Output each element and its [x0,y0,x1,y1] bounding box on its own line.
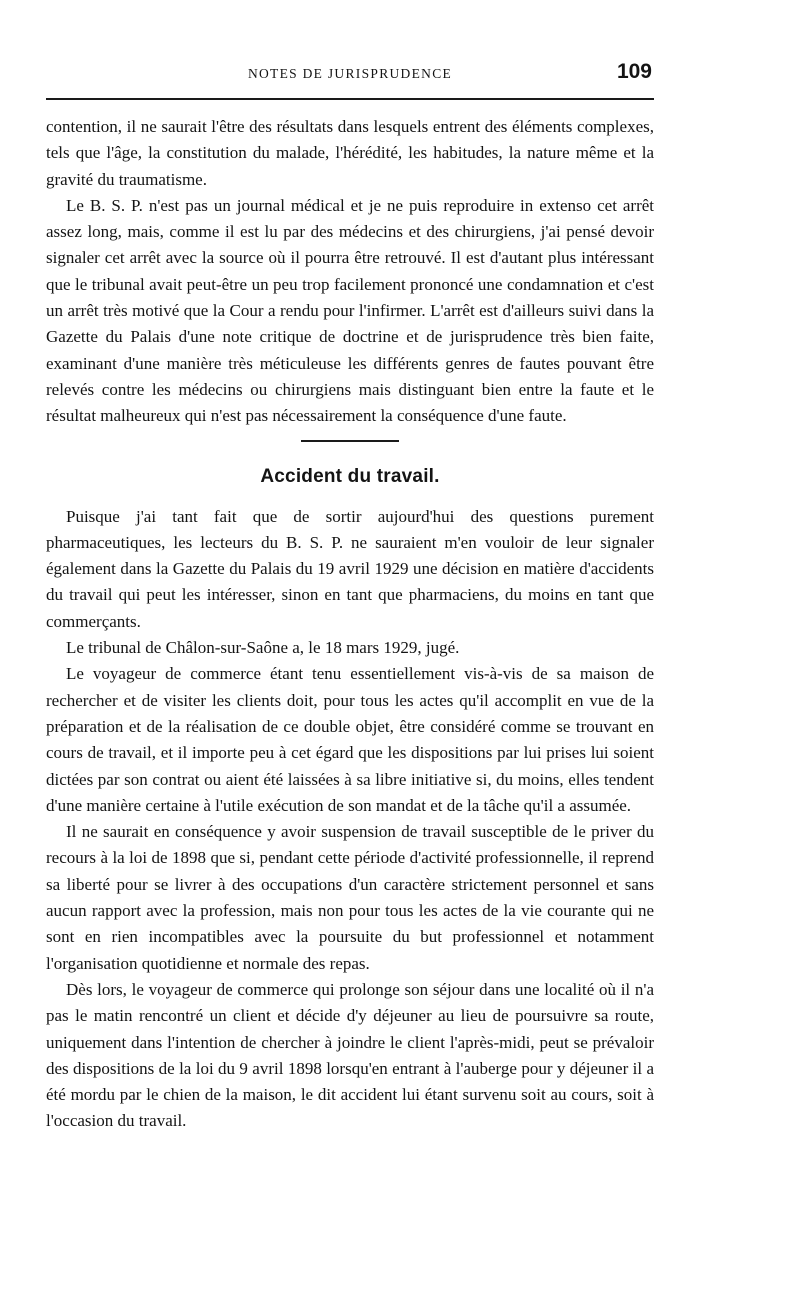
paragraph-suspension: Il ne saurait en conséquence y avoir suspension de travail susceptible de le priver du recours à la loi de 1898 que si, pendant cette période d'activité professionnelle, il reprend sa liberté pour se livrer à des occupations d'un caractère strictement personnel et sans aucun rapport avec la profession, mais non pour tous les actes de la vie courante qui ne sont en rien incompatibles avec la poursuite du but professionnel et notamment l'organisation quotidienne et normale des repas. [46,822,654,973]
paragraph-conclusion: Dès lors, le voyageur de commerce qui prolonge son séjour dans une localité où il n'a pas le matin rencontré un client et décide d'y déjeuner au lieu de poursuivre sa route, uniquement dans l'intention de chercher à joindre le client l'après-midi, peut se prévaloir des dispositions de la loi du 9 avril 1898 lorsqu'en entrant à l'auberge pour y déjeuner il a été mordu par le chien de la maison, le dit accident lui étant survenu soit au cours, soit à l'occasion du travail. [46,979,654,1131]
paragraph-intro: Puisque j'ai tant fait que de sortir aujourd'hui des questions purement pharmaceutiques, les lecteurs du B. S. P. ne sauraient m'en vouloir de leur signaler également dans la Gazette du Palais du 19 avril 1929 une décision en matière d'accidents du travail qui peut les intéresser, sinon en tant que pharmaciens, du moins en tant que commerçants. [46,506,654,631]
paragraph-continuation: contention, il ne saurait l'être des résultats dans lesquels entrent des éléments complexes, tels que l'âge, la constitution du malade, l'hérédité, les habitudes, la nature même et la gravité du traumatisme. [46,117,654,189]
running-head [46,58,654,88]
header-rule [46,98,654,100]
section-divider [301,440,399,442]
paragraph-bsp-note: Le B. S. P. n'est pas un journal médical et je ne puis reproduire in extenso cet arrêt assez long, mais, comme il est lu par des médecins et des chirurgiens, j'ai pensé devoir signaler cet arrêt avec la source où il pourra être retrouvé. Il est d'autant plus intéressant que le tribunal avait peut-être un peu trop facilement prononcé une condamnation et c'est un arrêt très motivé que la Cour a rendu pour l'infirmer. L'arrêt est d'ailleurs suivi dans la Gazette du Palais d'une note critique de doctrine et de jurisprudence très bien faite, examinant d'une manière très méticuleuse les différents genres de fautes pouvant être relevés contre les médecins ou chirurgiens mais distinguant bien entre la faute et le résultat malheureux qui n'est pas nécessairement la conséquence d'une faute. [46,195,654,426]
paragraph-tribunal: Le tribunal de Châlon-sur-Saône a, le 18 mars 1929, jugé. [66,638,460,658]
page-number: 109 [616,60,652,83]
book-page [46,58,654,1135]
running-title: NOTES DE JURISPRUDENCE [247,66,453,81]
paragraph-voyageur: Le voyageur de commerce étant tenu essentiellement vis-à-vis de sa maison de rechercher et de visiter les clients doit, pour tous les actes qu'il accomplit en vue de la préparation et de la réalisation de ce double objet, être considéré comme se trouvant en cours de travail, et il importe peu à cet égard que les dispositions par lui prises lui soient dictées par son contrat ou aient été laissées à sa libre initiative si, du moins, elles tendent d'une manière certaine à l'utile exécution de son mandat et de la tâche qu'il a assumée. [46,664,654,815]
section-title: Accident du travail. [260,465,440,487]
